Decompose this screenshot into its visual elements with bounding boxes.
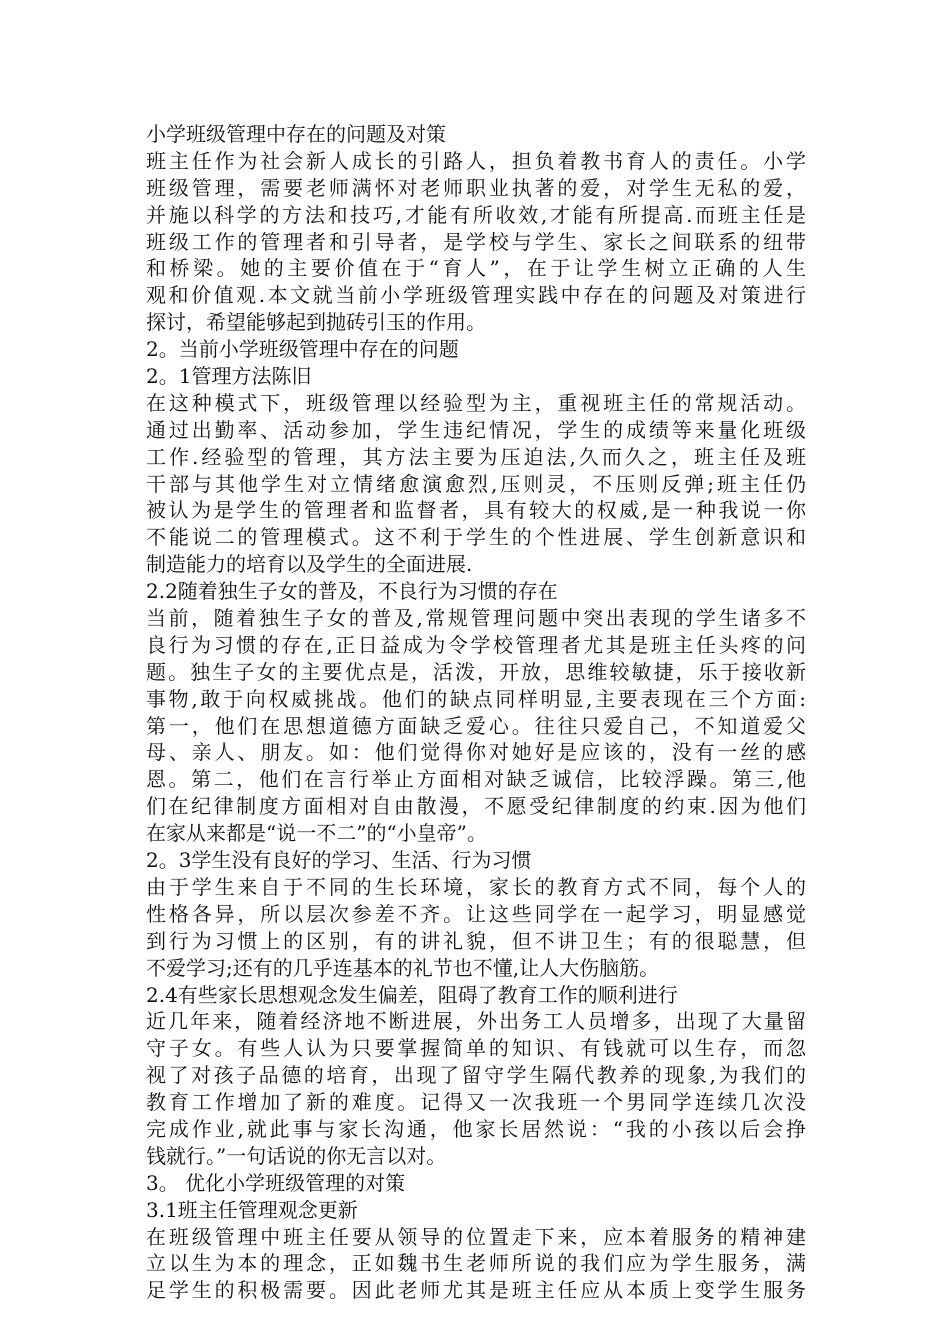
- paragraph-line: 工作.经验型的管理，其方法主要为压迫法,久而久之，班主任及班: [146, 444, 806, 469]
- paragraph-line: 和桥梁。她的主要价值在于“育人”，在于让学生树立正确的人生: [146, 256, 806, 281]
- paragraph-line: 干部与其他学生对立情绪愈演愈烈,压则灵，不压则反弹;班主任仍: [146, 471, 806, 496]
- paragraph-line: 立以生为本的理念，正如魏书生老师所说的我们应为学生服务，满: [146, 1251, 806, 1276]
- document-body: [146, 121, 806, 1304]
- paragraph-line: 班级工作的管理者和引导者，是学校与学生、家长之间联系的纽带: [146, 229, 806, 254]
- paragraph-line: 班级管理，需要老师满怀对老师职业执著的爱，对学生无私的爱，: [146, 175, 806, 200]
- section-heading: 2。1管理方法陈旧: [146, 364, 312, 389]
- paragraph-line: 完成作业,就此事与家长沟通，他家长居然说：“我的小孩以后会挣: [146, 1116, 806, 1141]
- paragraph-line: 探讨，希望能够起到抛砖引玉的作用。: [146, 310, 486, 335]
- paragraph-line: 们在纪律制度方面相对自由散漫，不愿受纪律制度的约束.因为他们: [146, 794, 806, 819]
- paragraph-line: 在家从来都是“说一不二”的“小皇帝”。: [146, 821, 487, 846]
- section-heading: 2.4有些家长思想观念发生偏差，阻碍了教育工作的顺利进行: [146, 982, 678, 1007]
- paragraph-line: 题。独生子女的主要优点是，活泼，开放，思维较敏捷，乐于接收新: [146, 659, 806, 684]
- paragraph-line: 在这种模式下，班级管理以经验型为主，重视班主任的常规活动。: [146, 390, 806, 415]
- paragraph-line: 第一，他们在思想道德方面缺乏爱心。往往只爱自己，不知道爱父: [146, 713, 806, 738]
- paragraph-line: 观和价值观.本文就当前小学班级管理实践中存在的问题及对策进行: [146, 283, 806, 308]
- paragraph-line: 不爱学习;还有的几乎连基本的礼节也不懂,让人大伤脑筋。: [146, 955, 660, 980]
- paragraph-line: 教育工作增加了新的难度。记得又一次我班一个男同学连续几次没: [146, 1090, 806, 1115]
- paragraph-line: 到行为习惯上的区别，有的讲礼貌，但不讲卫生；有的很聪慧，但: [146, 928, 806, 953]
- section-heading: 3。 优化小学班级管理的对策: [146, 1170, 406, 1195]
- paragraph-line: 通过出勤率、活动参加，学生违纪情况，学生的成绩等来量化班级: [146, 417, 806, 442]
- document-title: 小学班级管理中存在的问题及对策: [146, 122, 446, 146]
- paragraph-line: 近几年来，随着经济地不断进展，外出务工人员增多，出现了大量留: [146, 1009, 806, 1034]
- paragraph-line: 由于学生来自于不同的生长环境，家长的教育方式不同，每个人的: [146, 874, 806, 899]
- paragraph-line: 钱就行。”一句话说的你无言以对。: [146, 1143, 447, 1168]
- paragraph-line: 事物,敢于向权威挑战。他们的缺点同样明显,主要表现在三个方面:: [146, 686, 806, 711]
- paragraph-line: 班主任作为社会新人成长的引路人，担负着教书育人的责任。小学: [146, 148, 806, 173]
- paragraph-line: 性格各异，所以层次参差不齐。让这些同学在一起学习，明显感觉: [146, 901, 806, 926]
- paragraph-line: 在班级管理中班主任要从领导的位置走下来，应本着服务的精神建: [146, 1224, 806, 1249]
- paragraph-line: 制造能力的培育以及学生的全面进展.: [146, 552, 473, 577]
- paragraph-line: 当前，随着独生子女的普及,常规管理问题中突出表现的学生诸多不: [146, 606, 806, 631]
- paragraph-line: 恩。第二，他们在言行举止方面相对缺乏诚信，比较浮躁。第三,他: [146, 767, 806, 792]
- paragraph-line: 不能说二的管理模式。这不利于学生的个性进展、学生创新意识和: [146, 525, 806, 550]
- paragraph-line: 并施以科学的方法和技巧,才能有所收效,才能有所提高.而班主任是: [146, 202, 806, 227]
- paragraph-line: 母、亲人、朋友。如：他们觉得你对她好是应该的，没有一丝的感: [146, 740, 806, 765]
- paragraph-line: 良行为习惯的存在,正日益成为令学校管理者尤其是班主任头疼的问: [146, 632, 806, 657]
- section-heading: 2。3学生没有良好的学习、生活、行为习惯: [146, 848, 532, 873]
- paragraph-line: 守子女。有些人认为只要掌握简单的知识、有钱就可以生存，而忽: [146, 1036, 806, 1061]
- section-heading: 3.1班主任管理观念更新: [146, 1197, 358, 1222]
- paragraph-line: 视了对孩子品德的培育，出现了留守学生隔代教养的现象,为我们的: [146, 1063, 806, 1088]
- paragraph-line: 足学生的积极需要。因此老师尤其是班主任应从本质上变学生服务: [146, 1278, 806, 1303]
- paragraph-line: 被认为是学生的管理者和监督者，具有较大的权威,是一种我说一你: [146, 498, 806, 523]
- section-heading: 2.2随着独生子女的普及，不良行为习惯的存在: [146, 579, 558, 604]
- section-heading: 2。当前小学班级管理中存在的问题: [146, 337, 459, 362]
